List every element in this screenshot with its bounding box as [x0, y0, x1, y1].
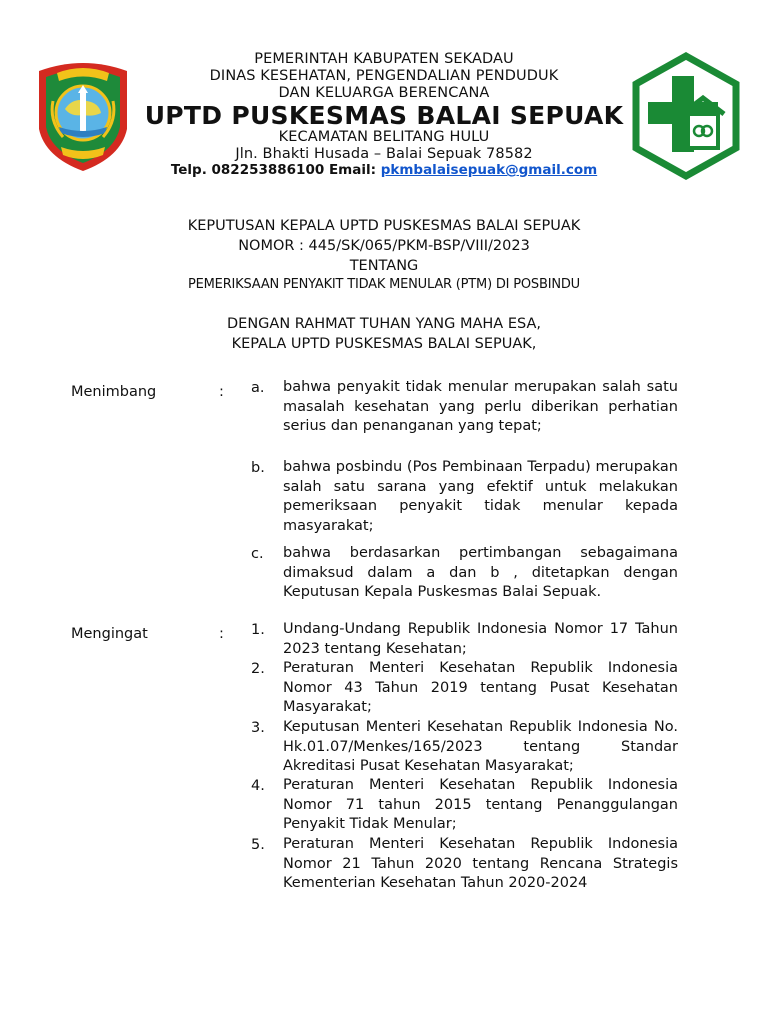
mengingat-marker-4: 4.: [251, 778, 265, 794]
decree-subject: PEMERIKSAAN PENYAKIT TIDAK MENULAR (PTM) DI POSBINDU: [188, 277, 580, 292]
mengingat-item-5: Peraturan Menteri Kesehatan Republik Indonesia Nomor 21 Tahun 2020 tentang Rencana Strategis Kementerian Kesehatan Tahun 2020-2024: [283, 836, 678, 892]
decree-head: KEPALA UPTD PUSKESMAS BALAI SEPUAK,: [231, 336, 537, 352]
menimbang-item-c: bahwa berdasarkan pertimbangan sebagaimana dimaksud dalam a dan b , ditetapkan dengan Keputusan Kepala Puskesmas Balai Sepuak.: [283, 545, 678, 601]
decree-grace: DENGAN RAHMAT TUHAN YANG MAHA ESA,: [227, 316, 541, 332]
letterhead-line-2: DINAS KESEHATAN, PENGENDALIAN PENDUDUK: [209, 68, 559, 84]
mengingat-item-1: Undang-Undang Republik Indonesia Nomor 17 Tahun 2023 tentang Kesehatan;: [283, 621, 678, 657]
letterhead-line-3: DAN KELUARGA BERENCANA: [278, 85, 490, 101]
mengingat-marker-3: 3.: [251, 720, 265, 736]
letterhead-address: Jln. Bhakti Husada – Balai Sepuak 78582: [235, 146, 533, 162]
menimbang-marker-b: b.: [251, 460, 265, 476]
menimbang-colon: :: [219, 384, 224, 400]
menimbang-item-a: bahwa penyakit tidak menular merupakan salah satu masalah kesehatan yang perlu diberikan perhatian serius dan penanganan yang tepat;: [283, 379, 678, 435]
mengingat-item-2: Peraturan Menteri Kesehatan Republik Indonesia Nomor 43 Tahun 2019 tentang Pusat Kesehatan Masyarakat;: [283, 660, 678, 716]
menimbang-item-b: bahwa posbindu (Pos Pembinaan Terpadu) merupakan salah satu sarana yang efektif untuk melakukan pemeriksaan penyakit tidak menular kepada masyarakat;: [283, 459, 678, 534]
mengingat-marker-1: 1.: [251, 622, 265, 638]
puskesmas-logo-icon: [630, 52, 742, 180]
decree-title: KEPUTUSAN KEPALA UPTD PUSKESMAS BALAI SEPUAK: [187, 218, 581, 234]
email-link[interactable]: pkmbalaisepuak@gmail.com: [380, 162, 598, 178]
decree-about: TENTANG: [349, 258, 419, 274]
mengingat-item-3: Keputusan Menteri Kesehatan Republik Indonesia No. Hk.01.07/Menkes/165/2023 tentang Standar Akreditasi Pusat Kesehatan Masyarakat;: [283, 719, 678, 775]
letterhead-phone: Telp. 082253886100 Email:: [170, 162, 381, 178]
mengingat-marker-2: 2.: [251, 661, 265, 677]
mengingat-colon: :: [219, 626, 224, 642]
letterhead-line-1: PEMERINTAH KABUPATEN SEKADAU: [254, 51, 514, 67]
letterhead-district: KECAMATAN BELITANG HULU: [278, 129, 490, 145]
menimbang-label: Menimbang: [71, 384, 157, 400]
letterhead-title: UPTD PUSKESMAS BALAI SEPUAK: [144, 101, 624, 130]
decree-number: NOMOR : 445/SK/065/PKM-BSP/VIII/2023: [238, 238, 530, 254]
menimbang-marker-c: c.: [251, 546, 264, 562]
mengingat-marker-5: 5.: [251, 837, 265, 853]
menimbang-marker-a: a.: [251, 380, 265, 396]
mengingat-item-4: Peraturan Menteri Kesehatan Republik Indonesia Nomor 71 tahun 2015 tentang Penanggulangan Penyakit Tidak Menular;: [283, 777, 678, 833]
mengingat-label: Mengingat: [71, 626, 148, 642]
